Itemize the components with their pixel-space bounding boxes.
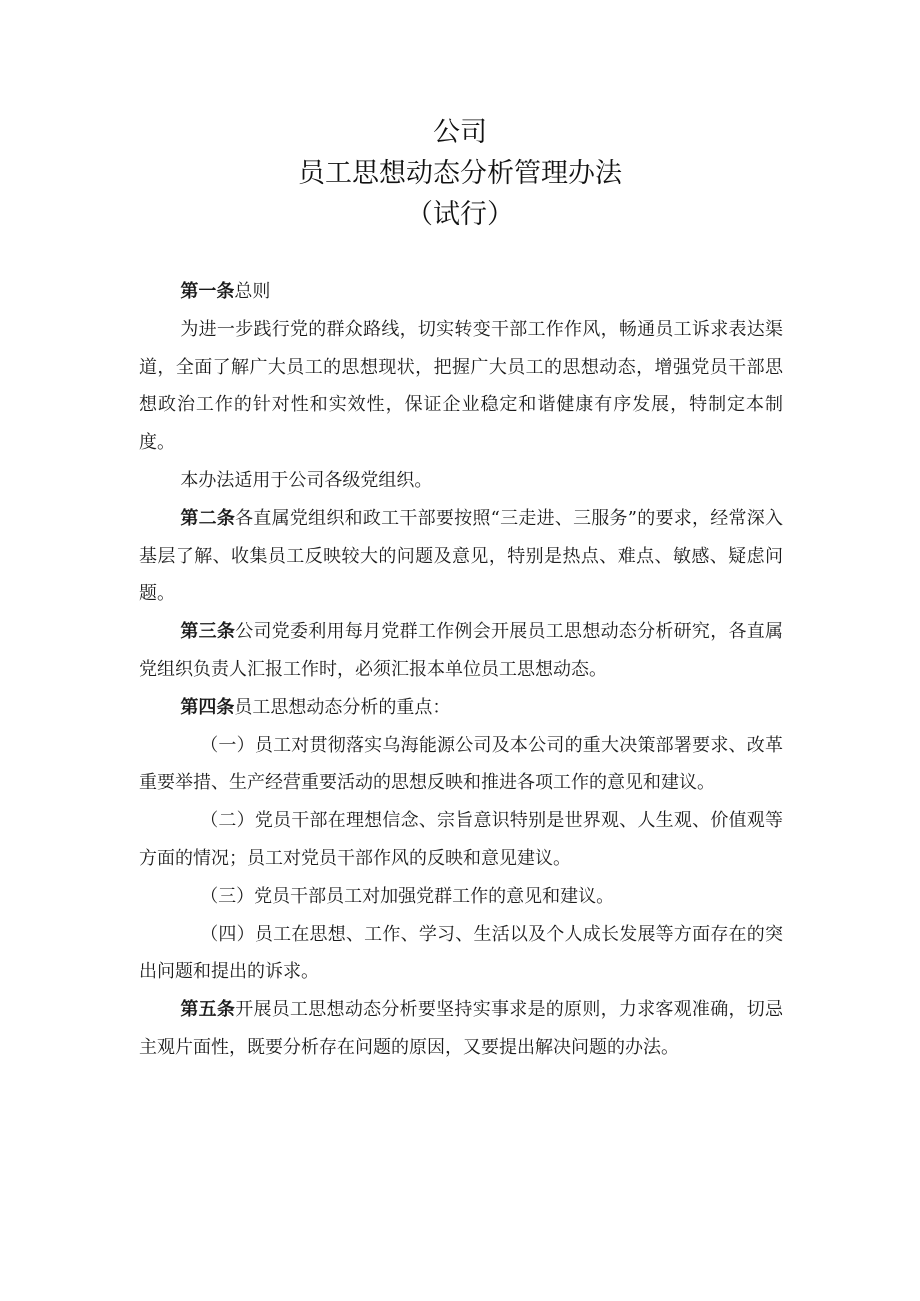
article-4-item: （一）员工对贯彻落实乌海能源公司及本公司的重大决策部署要求、改革重要举措、生产经营重要活动的思想反映和推进各项工作的意见和建议。	[139, 734, 783, 794]
article-4-item: （四）员工在思想、工作、学习、生活以及个人成长发展等方面存在的突出问题和提出的诉求。	[139, 923, 783, 983]
article-1-label: 总则	[234, 281, 271, 302]
article-2-text: 各直属党组织和政工干部要按照“三走进、三服务”的要求，经常深入基层了解、收集员工反映较大的问题及意见，特别是热点、难点、敏感、疑虑问题。	[139, 507, 783, 605]
article-5	[139, 991, 783, 1067]
article-4-item: （二）党员干部在理想信念、宗旨意识特别是世界观、人生观、价值观等方面的情况；员工对党员干部作风的反映和意见建议。	[139, 810, 783, 869]
article-1-scope: 本办法适用于公司各级党组织。	[180, 469, 433, 491]
article-5-text: 开展员工思想动态分析要坚持实事求是的原则，力求客观准确，切忌主观片面性，既要分析存在问题的原因，又要提出解决问题的办法。	[139, 999, 784, 1058]
document-body	[139, 273, 783, 1067]
title-trial: （试行）	[406, 199, 514, 230]
article-1-header	[139, 273, 783, 311]
article-1-paragraph: 为进一步践行党的群众路线，切实转变干部工作作风，畅通员工诉求表达渠道，全面了解广大员工的思想现状，把握广大员工的思想动态，增强党员干部思想政治工作的针对性和实效性，保证企业稳定和谐健康有序发展，特制定本制度。	[139, 318, 783, 454]
article-1-heading: 第一条	[180, 281, 235, 302]
title-main: 员工思想动态分析管理办法	[298, 158, 622, 189]
document-title	[0, 112, 920, 235]
article-2	[139, 500, 783, 613]
article-3-text: 公司党委利用每月党群工作例会开展员工思想动态分析研究，各直属党组织负责人汇报工作时，必须汇报本单位员工思想动态。	[139, 621, 784, 680]
article-4-heading: 第四条	[180, 696, 235, 718]
article-3-heading: 第三条	[180, 621, 236, 643]
article-4-item: （三）党员干部员工对加强党群工作的意见和建议。	[200, 885, 615, 907]
title-company: 公司	[433, 117, 487, 148]
article-4-text: 员工思想动态分析的重点：	[234, 696, 451, 718]
article-4	[139, 689, 783, 727]
article-2-heading: 第二条	[180, 507, 236, 529]
article-3	[139, 613, 783, 689]
article-5-heading: 第五条	[180, 999, 236, 1021]
